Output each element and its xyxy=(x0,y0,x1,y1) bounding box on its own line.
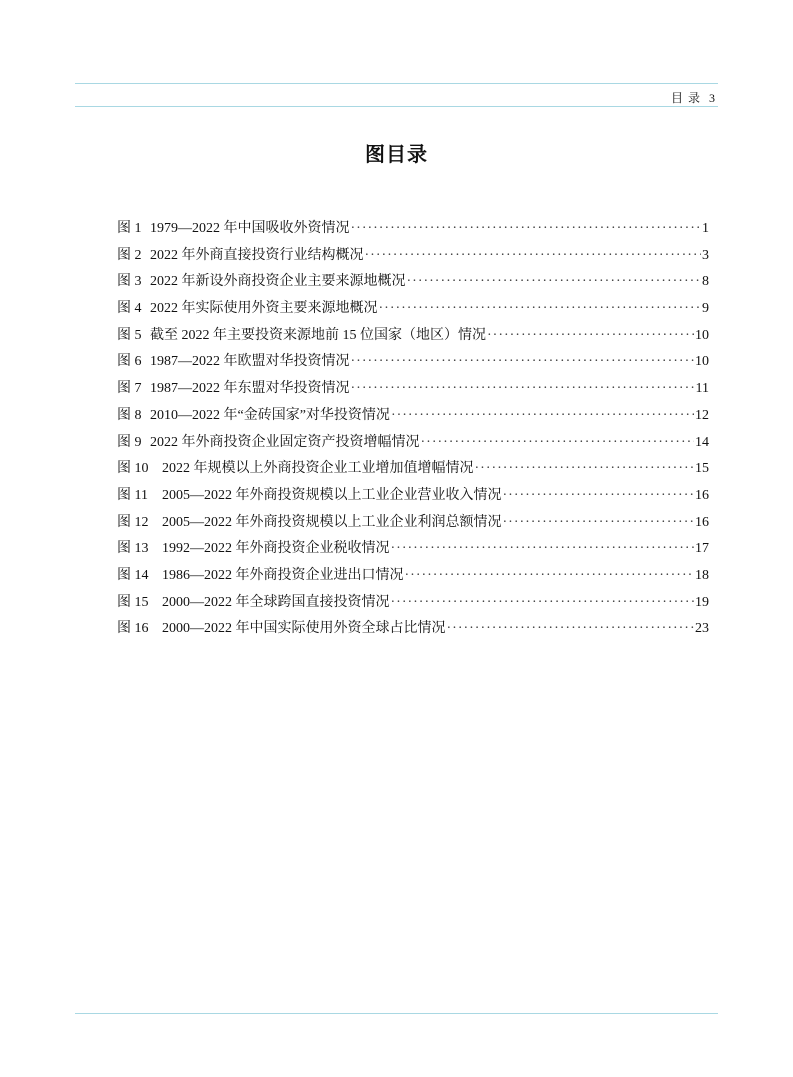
dot-leader xyxy=(351,381,695,397)
toc-entry[interactable] xyxy=(117,537,709,564)
figure-label: 图 16 xyxy=(117,621,149,637)
dot-leader xyxy=(391,541,695,557)
toc-entry[interactable] xyxy=(117,350,709,377)
running-header xyxy=(663,89,716,106)
figure-label: 图 14 xyxy=(117,567,149,583)
figure-title: 2005—2022 年外商投资规模以上工业企业营业收入情况 xyxy=(162,487,502,503)
toc-entry[interactable] xyxy=(117,511,709,538)
dot-leader xyxy=(503,488,695,504)
dot-leader xyxy=(379,301,702,317)
figure-label: 图 13 xyxy=(117,541,149,557)
toc-entry[interactable] xyxy=(117,324,709,351)
page-title: 图目录 xyxy=(365,144,428,166)
figure-title: 1986—2022 年外商投资企业进出口情况 xyxy=(162,567,404,583)
figure-title: 2022 年外商直接投资行业结构概况 xyxy=(150,247,364,263)
dot-leader xyxy=(487,328,694,344)
figure-label: 图 2 xyxy=(117,247,142,263)
figure-title: 2005—2022 年外商投资规模以上工业企业利润总额情况 xyxy=(162,514,502,530)
dot-leader xyxy=(421,435,695,451)
figure-label: 图 12 xyxy=(117,514,149,530)
figure-label: 图 3 xyxy=(117,274,142,290)
header-top-rule xyxy=(75,83,718,84)
header-page-number: 3 xyxy=(709,91,716,105)
page-number: 12 xyxy=(695,407,709,423)
figure-label: 图 6 xyxy=(117,354,142,370)
figure-list xyxy=(117,217,709,644)
page-number: 18 xyxy=(695,567,709,583)
figure-title: 2000—2022 年全球跨国直接投资情况 xyxy=(162,594,390,610)
figure-title: 2022 年规模以上外商投资企业工业增加值增幅情况 xyxy=(162,461,474,477)
figure-label: 图 11 xyxy=(117,487,148,503)
figure-label: 图 1 xyxy=(117,221,142,236)
toc-entry[interactable] xyxy=(117,617,709,644)
dot-leader xyxy=(351,221,702,237)
page-number: 17 xyxy=(695,541,709,557)
toc-entry[interactable] xyxy=(117,244,709,271)
toc-entry[interactable] xyxy=(117,457,709,484)
figure-label: 图 10 xyxy=(117,461,149,477)
figure-label: 图 4 xyxy=(117,301,142,317)
page-number: 3 xyxy=(702,247,709,263)
dot-leader xyxy=(351,354,695,370)
toc-entry[interactable] xyxy=(117,297,709,324)
dot-leader xyxy=(475,461,695,477)
toc-entry[interactable] xyxy=(117,484,709,511)
page-number: 8 xyxy=(702,274,709,290)
page-number: 9 xyxy=(702,301,709,317)
toc-entry[interactable] xyxy=(117,377,709,404)
figure-label: 图 8 xyxy=(117,407,142,423)
page-number: 11 xyxy=(695,381,709,397)
figure-label: 图 15 xyxy=(117,594,149,610)
dot-leader xyxy=(447,621,695,637)
figure-title: 2000—2022 年中国实际使用外资全球占比情况 xyxy=(162,621,446,637)
page-number: 23 xyxy=(695,621,709,637)
dot-leader xyxy=(405,568,695,584)
figure-title: 2022 年外商投资企业固定资产投资增幅情况 xyxy=(150,434,420,450)
figure-title: 1992—2022 年外商投资企业税收情况 xyxy=(162,541,390,557)
dot-leader xyxy=(365,248,702,264)
footer-rule xyxy=(75,1013,718,1014)
page-number: 1 xyxy=(702,221,709,236)
figure-title: 1987—2022 年欧盟对华投资情况 xyxy=(150,354,350,370)
toc-entry[interactable] xyxy=(117,564,709,591)
figure-title: 2022 年新设外商投资企业主要来源地概况 xyxy=(150,274,406,290)
figure-label: 图 5 xyxy=(117,327,142,343)
toc-entry[interactable] xyxy=(117,404,709,431)
header-section: 目 录 xyxy=(670,91,701,105)
page-number: 10 xyxy=(695,327,709,343)
page-number: 16 xyxy=(695,514,709,530)
page-number: 10 xyxy=(695,354,709,370)
toc-entry[interactable] xyxy=(117,431,709,458)
figure-title: 1987—2022 年东盟对华投资情况 xyxy=(150,381,350,397)
figure-label: 图 7 xyxy=(117,381,142,397)
page-number: 16 xyxy=(695,487,709,503)
page-number: 15 xyxy=(695,461,709,477)
figure-title: 2022 年实际使用外资主要来源地概况 xyxy=(150,301,378,317)
toc-entry[interactable] xyxy=(117,591,709,618)
figure-title: 2010—2022 年“金砖国家”对华投资情况 xyxy=(150,407,390,423)
header-bottom-rule xyxy=(75,106,718,107)
page-number: 19 xyxy=(695,594,709,610)
toc-entry[interactable] xyxy=(117,217,709,244)
page-number: 14 xyxy=(695,434,709,450)
figure-title: 截至 2022 年主要投资来源地前 15 位国家（地区）情况 xyxy=(150,327,486,343)
dot-leader xyxy=(503,515,695,531)
dot-leader xyxy=(391,595,695,611)
toc-entry[interactable] xyxy=(117,270,709,297)
dot-leader xyxy=(407,274,702,290)
figure-title: 1979—2022 年中国吸收外资情况 xyxy=(150,221,350,236)
figure-label: 图 9 xyxy=(117,434,142,450)
dot-leader xyxy=(391,408,694,424)
